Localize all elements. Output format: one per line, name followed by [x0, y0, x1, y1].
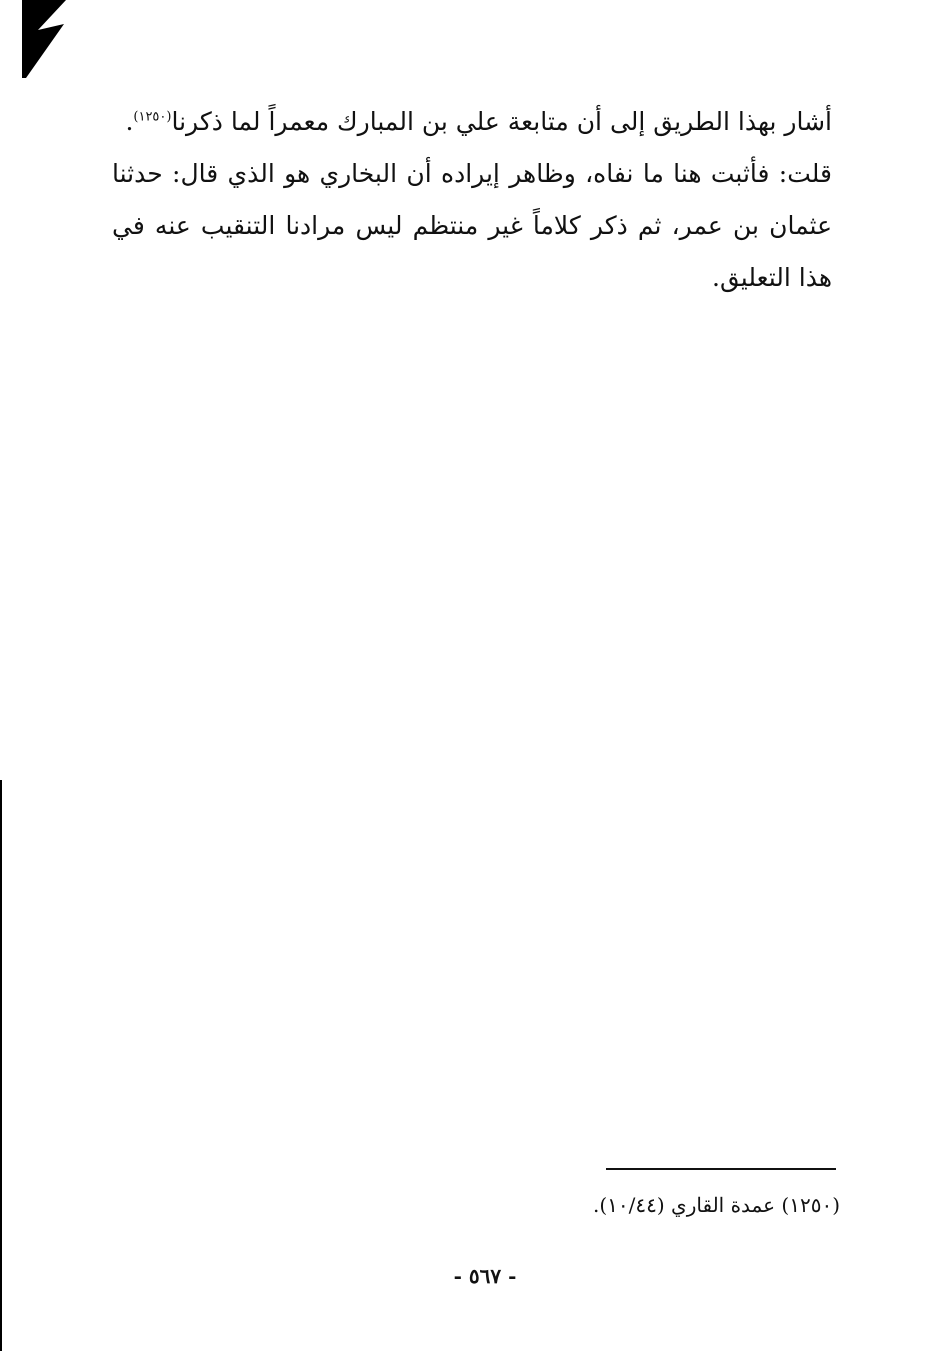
footnote-text: (١٢٥٠) عمدة القاري (١٠/٤٤). — [593, 1193, 840, 1217]
paragraph-1-tail: . — [125, 107, 134, 136]
scan-corner-mark — [22, 0, 68, 78]
paragraph-2-text: قلت: فأثبت هنا ما نفاه، وظاهر إيراده أن البخاري هو الذي قال: حدثنا عثمان بن عمر، ثم ذكر كلاماً غير منتظم ليس مرادنا التنقيب عنه في هذا التعليق. — [112, 159, 832, 292]
paragraph-1-text: أشار بهذا الطريق إلى أن متابعة علي بن المبارك معمراً لما ذكرنا — [171, 107, 832, 136]
footnote-1250 — [380, 1190, 840, 1220]
scan-edge-line — [0, 780, 2, 1351]
footnote-separator — [606, 1168, 836, 1170]
main-text — [112, 96, 832, 304]
paragraph-2 — [112, 148, 832, 304]
page-number: - ٥٦٧ - — [453, 1264, 517, 1288]
paragraph-1 — [112, 96, 832, 148]
footnote-reference: (١٢٥٠) — [133, 109, 172, 125]
